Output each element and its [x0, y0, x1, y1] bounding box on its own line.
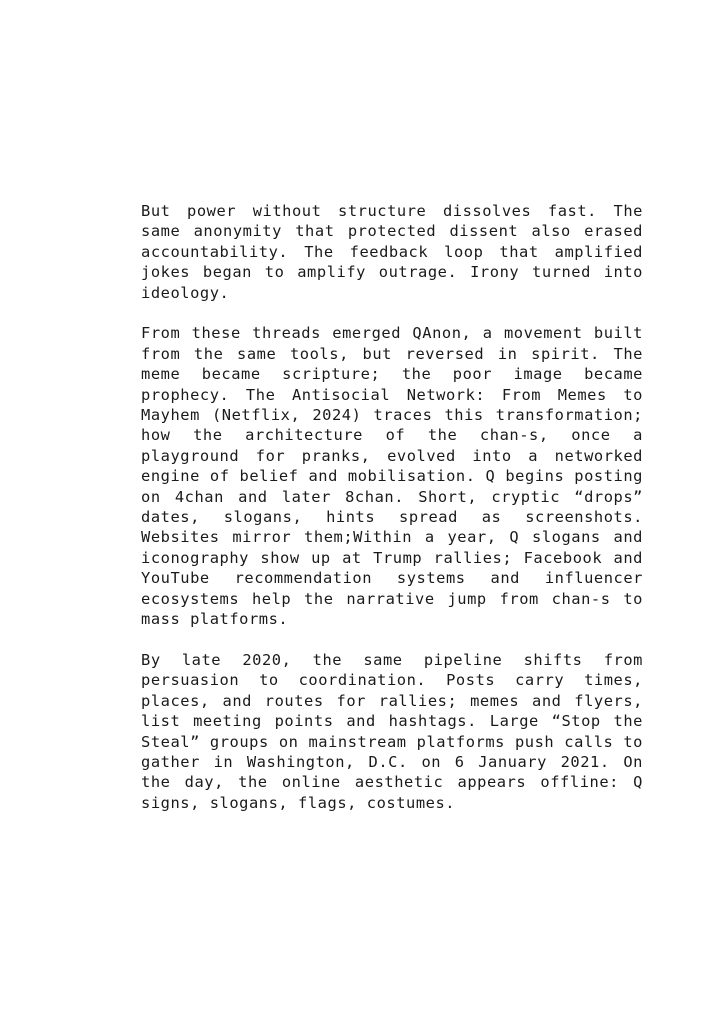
paragraph-late-2020-coordination: By late 2020, the same pipeline shifts from persuasion to coordination. Posts carry times, places, and routes for rallies; memes and flyers, list meeting points and hashtags. Large “Stop the Steal” groups on mainstream platforms push calls to gather in Washington, D.C. on 6 January 2021. On the day, the online aesthetic appears offline: Q signs, slogans, flags, costumes.: [141, 650, 643, 812]
paragraph-power-without-structure: But power without structure dissolves fast. The same anonymity that protected dissent also erased accountability. The feedback loop that amplified jokes began to amplify outrage. Irony turned into ideology.: [141, 202, 643, 302]
body-text: [141, 201, 643, 813]
paragraph-qanon-emergence: From these threads emerged QAnon, a movement built from the same tools, but reversed in spirit. The meme became scripture; the poor image became prophecy. The Antisocial Network: From Memes to Mayhem (Netflix, 2024) traces this transformation; how the architecture of the chan-s, once a playground for pranks, evolved into a networked engine of belief and mobilisation. Q begins posting on 4chan and later 8chan. Short, cryptic “drops” dates, slogans, hints spread as screenshots. Websites mirror them;Within a year, Q slogans and iconography show up at Trump rallies; Facebook and YouTube recommendation systems and influencer ecosystems help the narrative jump from chan-s to mass platforms.: [141, 324, 643, 629]
